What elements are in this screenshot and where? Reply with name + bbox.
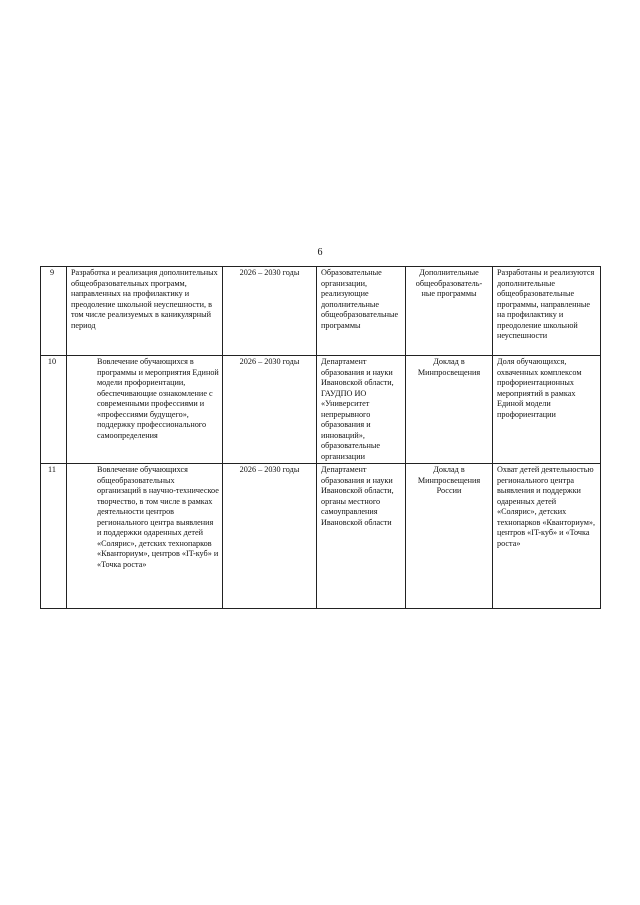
activity-cell: Разработка и реализация дополнительных общеобразовательных программ, направленных на профилактику и преодоление школьной неуспешности, в том числе реализуемых в каникулярный период [67,267,223,356]
result-cell: Доля обучающихся, охваченных комплексом профориентационных мероприятий в рамках Единой модели профориентации [493,356,601,464]
activity-cell: Вовлечение обучающихся в программы и мероприятия Единой модели профориентации, обеспечивающие ознакомление с современными профессиями и «профессиями будущего», поддержку профессионального самоопределения [67,356,223,464]
row-number: 9 [41,267,67,356]
table-row [41,464,601,609]
period-cell: 2026 – 2030 годы [223,356,317,464]
table-row [41,267,601,356]
table-row [41,356,601,464]
document-cell: Доклад в Минпросвещения [406,356,493,464]
executors-cell: Образовательные организации, реализующие дополнительные общеобразовательные программы [317,267,406,356]
result-cell: Охват детей деятельностью регионального центра выявления и поддержки одаренных детей «Солярис», детских технопарков «Кванториум», центров «IT-куб» и «Точка роста» [493,464,601,609]
row-number: 11 [41,464,67,609]
measures-table [40,266,601,609]
result-cell: Разработаны и реализуются дополнительные общеобразовательные программы, направленные на профилактику и преодоление школьной неуспешности [493,267,601,356]
period-cell: 2026 – 2030 годы [223,267,317,356]
row-number: 10 [41,356,67,464]
document-cell: Дополнительные общеобразователь-ные программы [406,267,493,356]
activity-cell: Вовлечение обучающихся общеобразовательных организаций в научно-техническое творчество, в том числе в рамках деятельности центров регионального центра выявления и поддержки одаренных детей «Солярис», детских технопарков «Кванториум», центров «IT-куб» и «Точка роста» [67,464,223,609]
period-cell: 2026 – 2030 годы [223,464,317,609]
executors-cell: Департамент образования и науки Ивановской области, ГАУДПО ИО «Университет непрерывного образования и инноваций», образовательные организации [317,356,406,464]
document-cell: Доклад в Минпросвещения России [406,464,493,609]
executors-cell: Департамент образования и науки Ивановской области, органы местного самоуправления Ивановской области [317,464,406,609]
page-number: 6 [317,247,323,258]
